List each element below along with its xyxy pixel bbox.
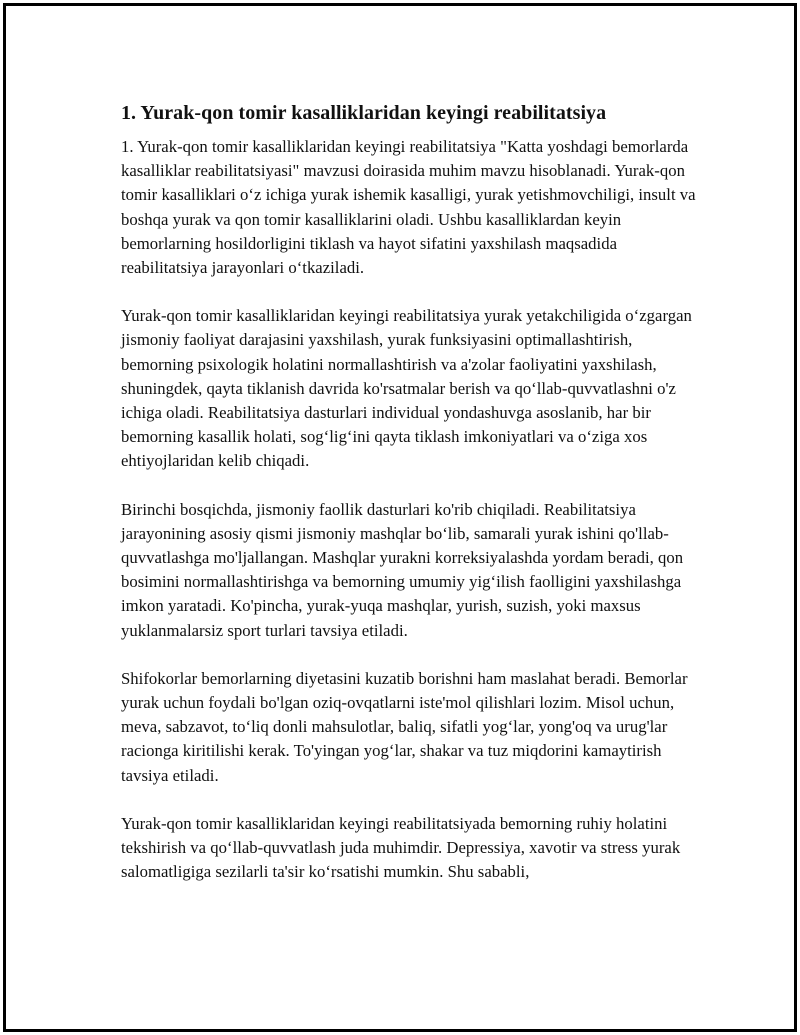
page-frame bbox=[3, 3, 797, 1032]
paragraph-4: Shifokorlar bemorlarning diyetasini kuzatib borishni ham maslahat beradi. Bemorlar yurak uchun foydali bo'lgan oziq-ovqatlarni iste'mol qilishlari lozim. Misol uchun, meva, sabzavot, to‘liq donli mahsulotlar, baliq, sifatli yog‘lar, yong'oq va urug'lar racionga kiritilishi kerak. To'yingan yog‘lar, shakar va tuz miqdorini kamaytirish tavsiya etiladi. bbox=[121, 668, 688, 785]
document-body bbox=[121, 100, 701, 908]
paragraph-3: Birinchi bosqichda, jismoniy faollik dasturlari ko'rib chiqiladi. Reabilitatsiya jarayonining asosiy qismi jismoniy mashqlar bo‘lib, samarali yurak ishini qo'llab-quvvatlashga mo'ljallangan. Mashqlar yurakni korreksiyalashda yordam beradi, qon bosimini normallashtirishga va bemorning umumiy yig‘ilish faolligini yaxshilashga imkon yaratadi. Ko'pincha, yurak-yuqa mashqlar, yurish, suzish, yoki maxsus yuklanmalarsiz sport turlari tavsiya etiladi. bbox=[121, 499, 684, 640]
paragraph-2: Yurak-qon tomir kasalliklaridan keyingi reabilitatsiya yurak yetakchiligida o‘zgargan jismoniy faoliyat darajasini yaxshilash, yurak funksiyasini optimallashtirish, bemorning psixologik holatini normallashtirish va a'zolar faoliyatini yaxshilash, shuningdek, qayta tiklanish davrida ko'rsatmalar berish va qo‘llab-quvvatlashni o'z ichiga oladi. Reabilitatsiya dasturlari individual yondashuvga asoslanib, har bir bemorning kasallik holati, sog‘lig‘ini qayta tiklash imkoniyatlari va o‘ziga xos ehtiyojlaridan kelib chiqadi. bbox=[121, 306, 692, 471]
paragraph-5: Yurak-qon tomir kasalliklaridan keyingi reabilitatsiyada bemorning ruhiy holatini tekshirish va qo‘llab-quvvatlash juda muhimdir. Depressiya, xavotir va stress yurak salomatligiga sezilarli ta'sir ko‘rsatishi mumkin. Shu sababli, bbox=[121, 813, 681, 882]
paragraph-1: 1. Yurak-qon tomir kasalliklaridan keyingi reabilitatsiya "Katta yoshdagi bemorlarda kasalliklar reabilitatsiyasi" mavzusi doirasida muhim mavzu hisoblanadi. Yurak-qon tomir kasalliklari o‘z ichiga yurak ishemik kasalligi, yurak yetishmovchiligi, insult va boshqa yurak va qon tomir kasalliklarini oladi. Ushbu kasalliklardan keyin bemorlarning hosildorligini tiklash va hayot sifatini yaxshilash maqsadida reabilitatsiya jarayonlari o‘tkaziladi. bbox=[121, 137, 696, 278]
document-heading: 1. Yurak-qon tomir kasalliklaridan keyingi reabilitatsiya bbox=[121, 102, 607, 124]
